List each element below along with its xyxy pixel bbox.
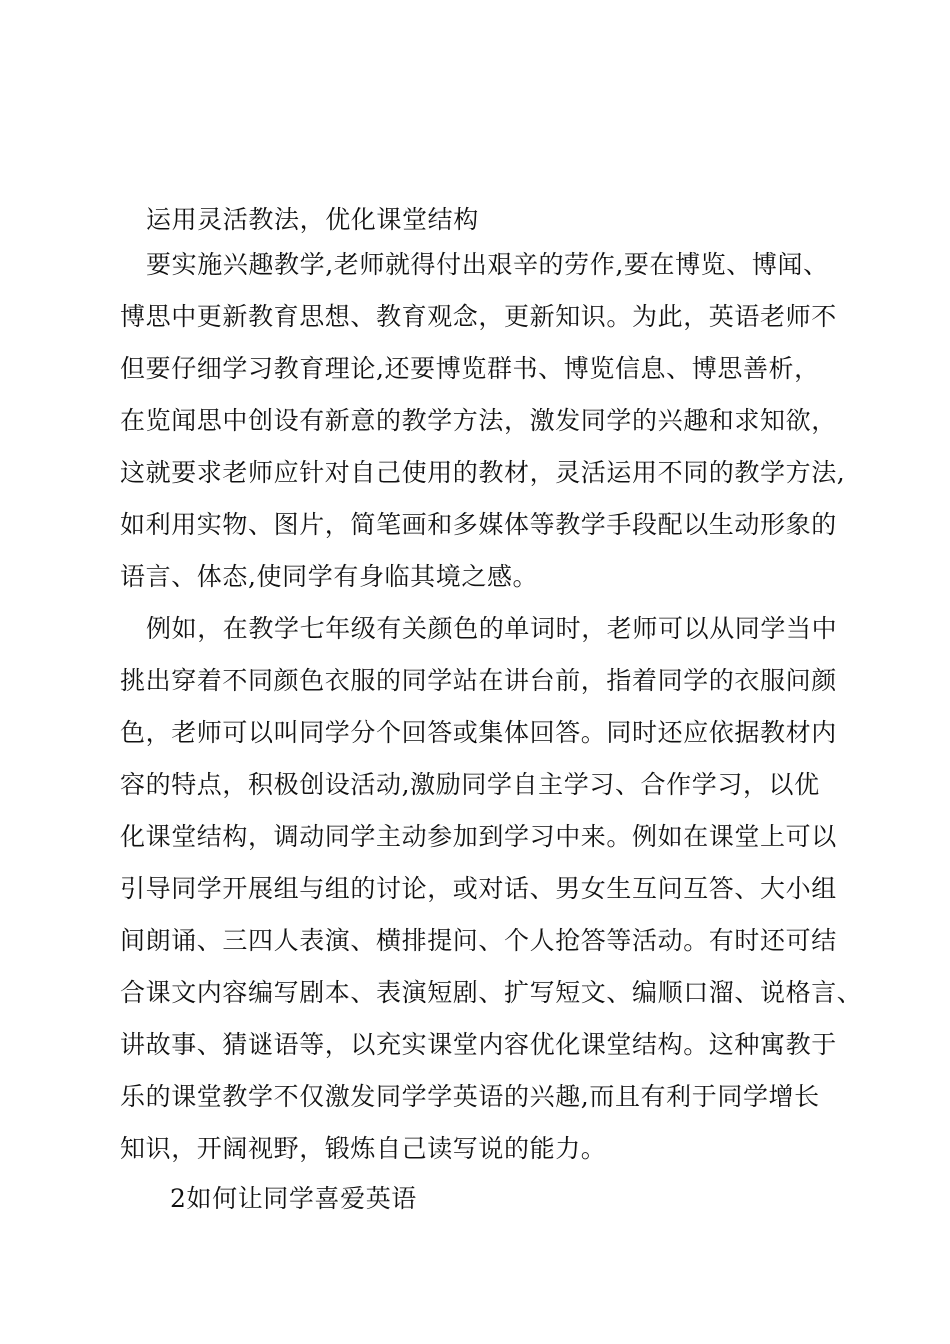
paragraph-2-line-11: 知识，开阔视野，锻炼自己读写说的能力。	[120, 1134, 607, 1163]
paragraph-2-line-7: 间朗诵、三四人表演、横排提问、个人抢答等活动。有时还可结	[120, 926, 837, 955]
paragraph-1-line-7: 语言、体态,使同学有身临其境之感。	[120, 562, 539, 591]
paragraph-2-line-6: 引导同学开展组与组的讨论，或对话、男女生互问互答、大小组	[120, 874, 837, 903]
paragraph-2-line-4: 容的特点，积极创设活动,激励同学自主学习、合作学习，以优	[120, 770, 820, 799]
paragraph-2-line-10: 乐的课堂教学不仅激发同学学英语的兴趣,而且有利于同学增长	[120, 1082, 820, 1111]
paragraph-2-line-1: 例如，在教学七年级有关颜色的单词时，老师可以从同学当中	[146, 614, 838, 643]
paragraph-2-line-5: 化课堂结构，调动同学主动参加到学习中来。例如在课堂上可以	[120, 822, 837, 851]
paragraph-1-line-6: 如利用实物、图片，简笔画和多媒体等教学手段配以生动形象的	[120, 510, 837, 539]
paragraph-1-line-1: 要实施兴趣教学,老师就得付出艰辛的劳作,要在博览、博闻、	[146, 250, 829, 279]
section-title: 运用灵活教法，优化课堂结构	[146, 205, 479, 234]
paragraph-1-line-3: 但要仔细学习教育理论,还要博览群书、博览信息、博思善析，	[120, 354, 820, 383]
paragraph-2-line-8: 合课文内容编写剧本、表演短剧、扩写短文、编顺口溜、说格言、	[120, 978, 863, 1007]
paragraph-1-line-5: 这就要求老师应针对自己使用的教材，灵活运用不同的教学方法,	[120, 458, 846, 487]
paragraph-2-line-2: 挑出穿着不同颜色衣服的同学站在讲台前，指着同学的衣服问颜	[120, 666, 837, 695]
paragraph-1-line-2: 博思中更新教育思想、教育观念，更新知识。为此，英语老师不	[120, 302, 837, 331]
paragraph-1-line-4: 在览闻思中创设有新意的教学方法，激发同学的兴趣和求知欲，	[120, 406, 837, 435]
paragraph-2-line-9: 讲故事、猜谜语等，以充实课堂内容优化课堂结构。这种寓教于	[120, 1030, 837, 1059]
paragraph-2-line-3: 色，老师可以叫同学分个回答或集体回答。同时还应依据教材内	[120, 718, 837, 747]
subsection-title: 2如何让同学喜爱英语	[170, 1184, 417, 1213]
